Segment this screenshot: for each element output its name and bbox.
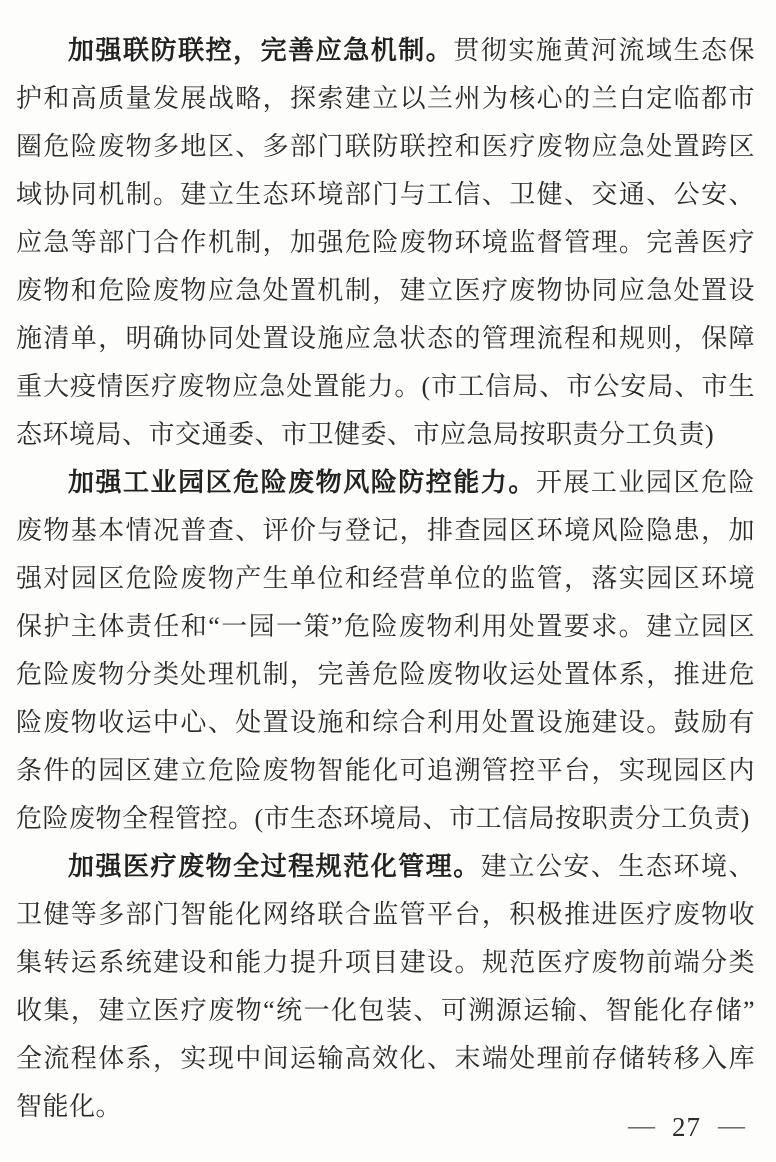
document-content — [16, 27, 755, 1131]
paragraph-industrial-park-risk — [16, 459, 755, 843]
page-number: 27 — [672, 1112, 701, 1142]
paragraph-body: 建立公安、生态环境、卫健等多部门智能化网络联合监管平台，积极推进医疗废物收集转运系统建设和能力提升项目建设。规范医疗废物前端分类收集，建立医疗废物“统一化包装、可溯源运输、智能化存储”全流程体系，实现中间运输高效化、末端处理前存储转移入库智能化。 — [16, 852, 755, 1121]
paragraph-medical-waste-management — [16, 843, 755, 1131]
paragraph-lead: 加强工业园区危险废物风险防控能力。 — [68, 468, 536, 497]
page-footer — [628, 1112, 745, 1143]
footer-dash-left: — — [628, 1110, 655, 1140]
paragraph-emergency-mechanism — [16, 27, 755, 459]
paragraph-lead: 加强医疗废物全过程规范化管理。 — [68, 852, 481, 881]
paragraph-body: 贯彻实施黄河流域生态保护和高质量发展战略，探索建立以兰州为核心的兰白定临都市圈危险废物多地区、多部门联防联控和医疗废物应急处置跨区域协同机制。建立生态环境部门与工信、卫健、交通、公安、应急等部门合作机制，加强危险废物环境监督管理。完善医疗废物和危险废物应急处置机制，建立医疗废物协同应急处置设施清单，明确协同处置设施应急状态的管理流程和规则，保障重大疫情医疗废物应急处置能力。(市工信局、市公安局、市生态环境局、市交通委、市卫健委、市应急局按职责分工负责) — [16, 36, 755, 449]
footer-dash-right: — — [718, 1110, 745, 1140]
paragraph-lead: 加强联防联控，完善应急机制。 — [68, 36, 454, 65]
paragraph-body: 开展工业园区危险废物基本情况普查、评价与登记，排查园区环境风险隐患，加强对园区危险废物产生单位和经营单位的监管，落实园区环境保护主体责任和“一园一策”危险废物利用处置要求。建立园区危险废物分类处理机制，完善危险废物收运处置体系，推进危险废物收运中心、处置设施和综合利用处置设施建设。鼓励有条件的园区建立危险废物智能化可追溯管控平台，实现园区内危险废物全程管控。(市生态环境局、市工信局按职责分工负责) — [16, 468, 755, 833]
